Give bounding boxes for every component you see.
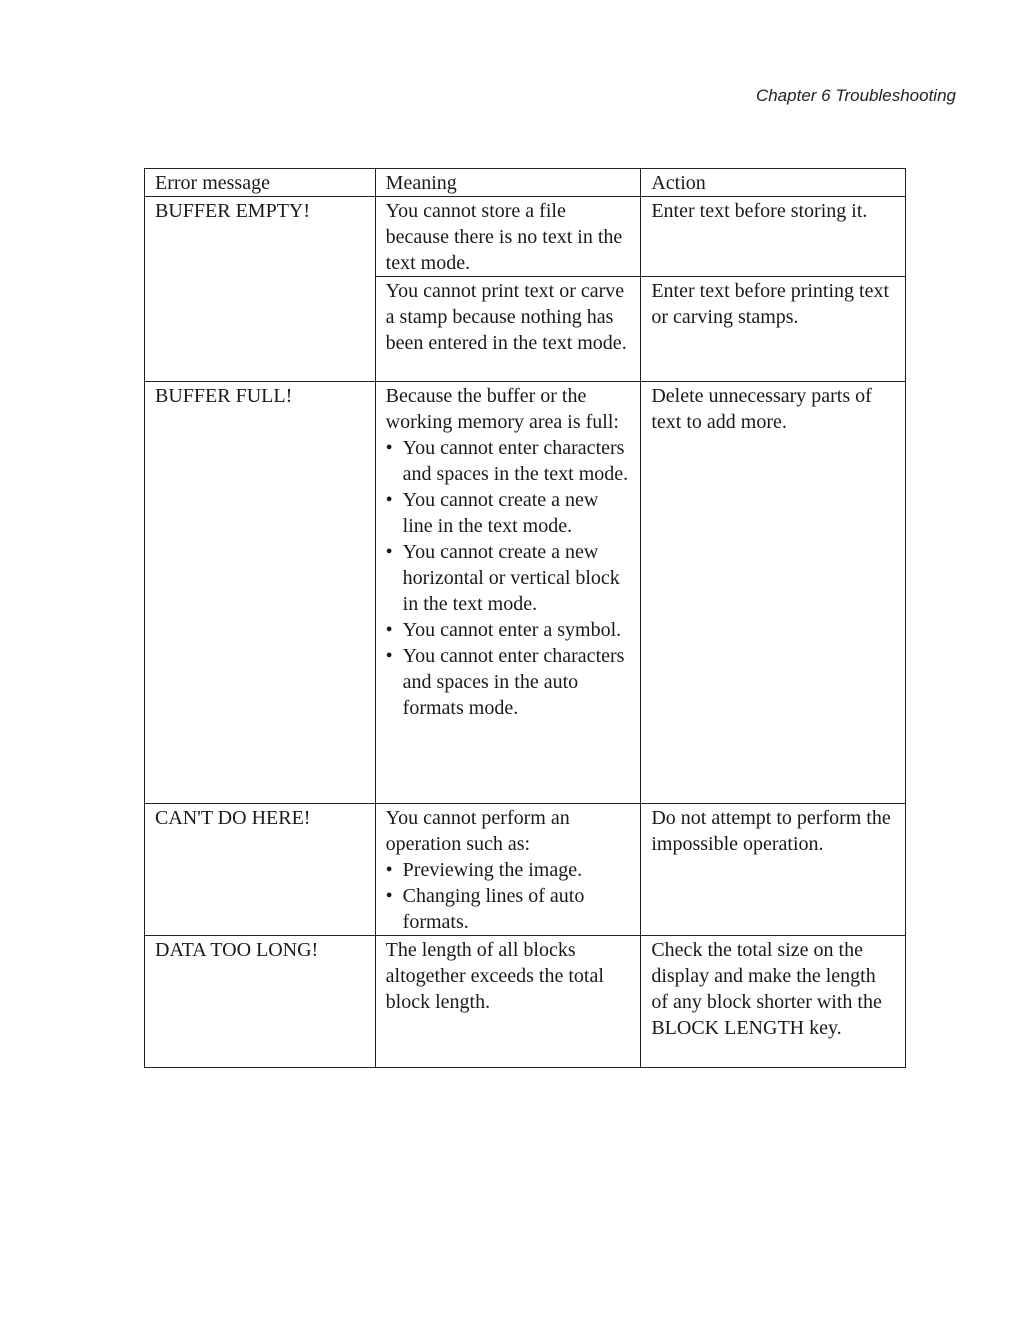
meaning-bullet-list [386, 857, 633, 935]
error-cell: DATA TOO LONG! [145, 936, 376, 1068]
chapter-header: Chapter 6 Troubleshooting [755, 86, 956, 105]
action-cell: Enter text before printing text or carving stamps. [641, 277, 906, 382]
bullet-item: • You cannot enter characters and spaces in the auto formats mode. [386, 643, 633, 721]
table-row [145, 197, 906, 277]
table-row [145, 382, 906, 804]
meaning-cell [375, 804, 641, 936]
meaning-intro: You cannot perform an operation such as: [385, 807, 570, 855]
action-cell: Enter text before storing it. [641, 197, 906, 277]
error-cell: CAN'T DO HERE! [145, 804, 376, 936]
bullet-item: • You cannot create a new line in the text mode. [386, 487, 633, 539]
column-header-meaning: Meaning [375, 169, 641, 197]
meaning-cell [375, 382, 641, 804]
table-header-row [145, 169, 906, 197]
error-message-table [144, 168, 906, 1068]
bullet-item: • Previewing the image. [386, 857, 633, 883]
bullet-item: • You cannot enter a symbol. [386, 617, 633, 643]
table-row [145, 804, 906, 936]
bullet-item: • You cannot enter characters and spaces in the text mode. [386, 435, 633, 487]
column-header-action: Action [641, 169, 906, 197]
action-cell: Delete unnecessary parts of text to add more. [641, 382, 906, 804]
error-cell: BUFFER EMPTY! [145, 197, 376, 382]
column-header-error-message: Error message [145, 169, 376, 197]
meaning-cell: You cannot store a file because there is no text in the text mode. [375, 197, 641, 277]
action-cell: Check the total size on the display and make the length of any block shorter with the BLOCK LENGTH key. [641, 936, 906, 1068]
meaning-bullet-list [386, 435, 633, 721]
meaning-intro: Because the buffer or the working memory area is full: [385, 385, 619, 433]
meaning-cell: You cannot print text or carve a stamp because nothing has been entered in the text mode. [375, 277, 641, 382]
bullet-item: • You cannot create a new horizontal or vertical block in the text mode. [386, 539, 633, 617]
action-cell: Do not attempt to perform the impossible operation. [641, 804, 906, 936]
table-row [145, 936, 906, 1068]
error-cell: BUFFER FULL! [145, 382, 376, 804]
meaning-cell: The length of all blocks altogether exceeds the total block length. [375, 936, 641, 1068]
bullet-item: • Changing lines of auto formats. [386, 883, 633, 935]
